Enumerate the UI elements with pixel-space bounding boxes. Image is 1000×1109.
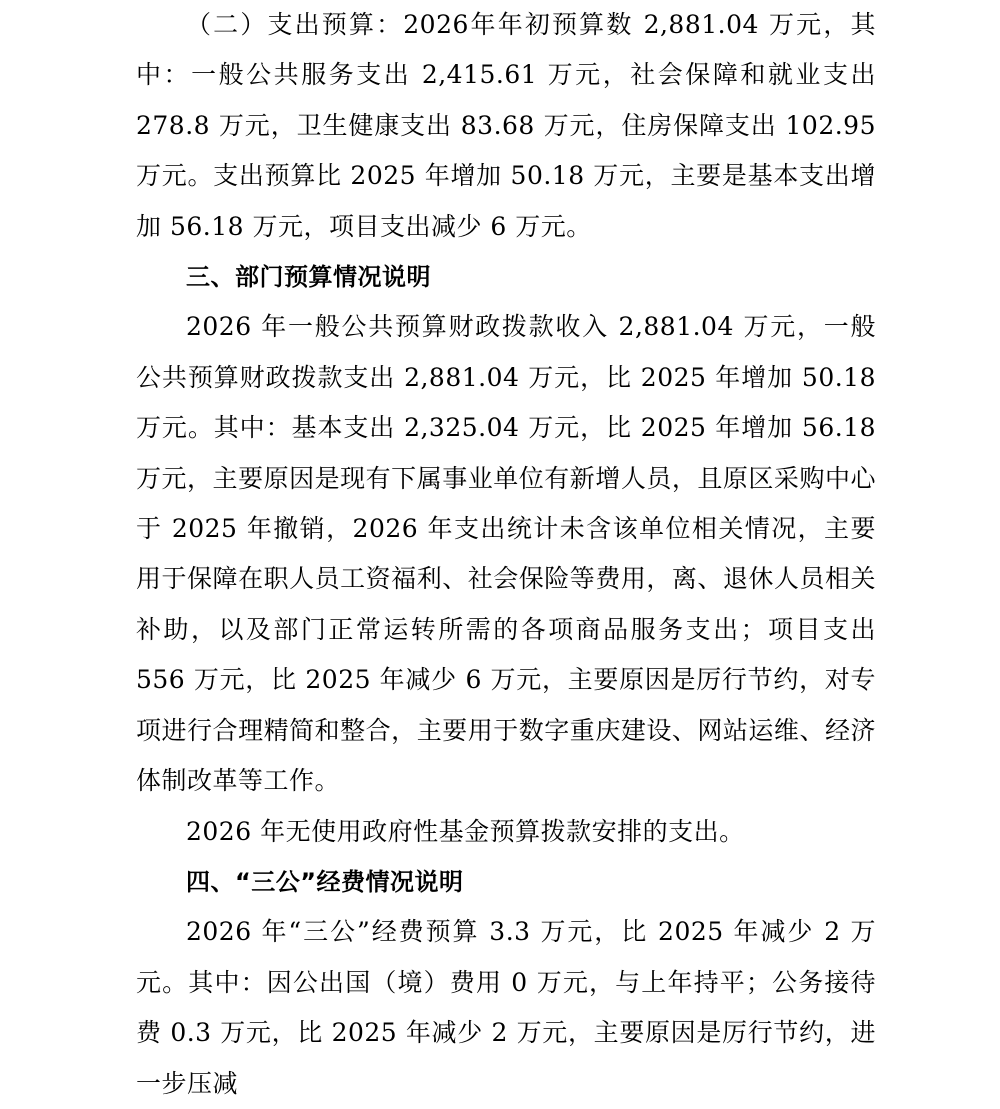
government-fund-paragraph: 2026 年无使用政府性基金预算拨款安排的支出。 [186,816,745,846]
department-budget-paragraph: 2026 年一般公共预算财政拨款收入 2,881.04 万元，一般公共预算财政拨款支出 2,881.04 万元，比 2025 年增加 50.18 万元。其中：基本支出 2,325.04 万元，比 2025 年增加 56.18 万元，主要原因是现有下属事业单位有新增人员，且原区采购中心于 2025 年撤销，2026 年支出统计未含该单位相关情况，主要用于保障在职人员工资福利、社会保险等费用，离、退休人员相关补助，以及部门正常运转所需的各项商品服务支出；项目支出 556 万元，比 2025 年减少 6 万元，主要原因是厉行节约，对专项进行合理精简和整合，主要用于数字重庆建设、网站运维、经济体制改革等工作。 [136,312,876,796]
section-heading-three-public-funds: 四、“三公”经费情况说明 [186,867,464,896]
expenditure-budget-paragraph: （二）支出预算：2026年年初预算数 2,881.04 万元，其中：一般公共服务支出 2,415.61 万元，社会保障和就业支出 278.8 万元，卫生健康支出 83.68 万元，住房保障支出 102.95 万元。支出预算比 2025 年增加 50.18 万元，主要是基本支出增加 56.18 万元，项目支出减少 6 万元。 [136,10,876,241]
document-page [136,0,876,1109]
three-public-funds-paragraph: 2026 年“三公”经费预算 3.3 万元，比 2025 年减少 2 万元。其中：因公出国（境）费用 0 万元，与上年持平；公务接待费 0.3 万元，比 2025 年减少 2 万元，主要原因是厉行节约，进一步压减 [136,917,876,1098]
section-heading-department-budget: 三、部门预算情况说明 [186,263,431,292]
